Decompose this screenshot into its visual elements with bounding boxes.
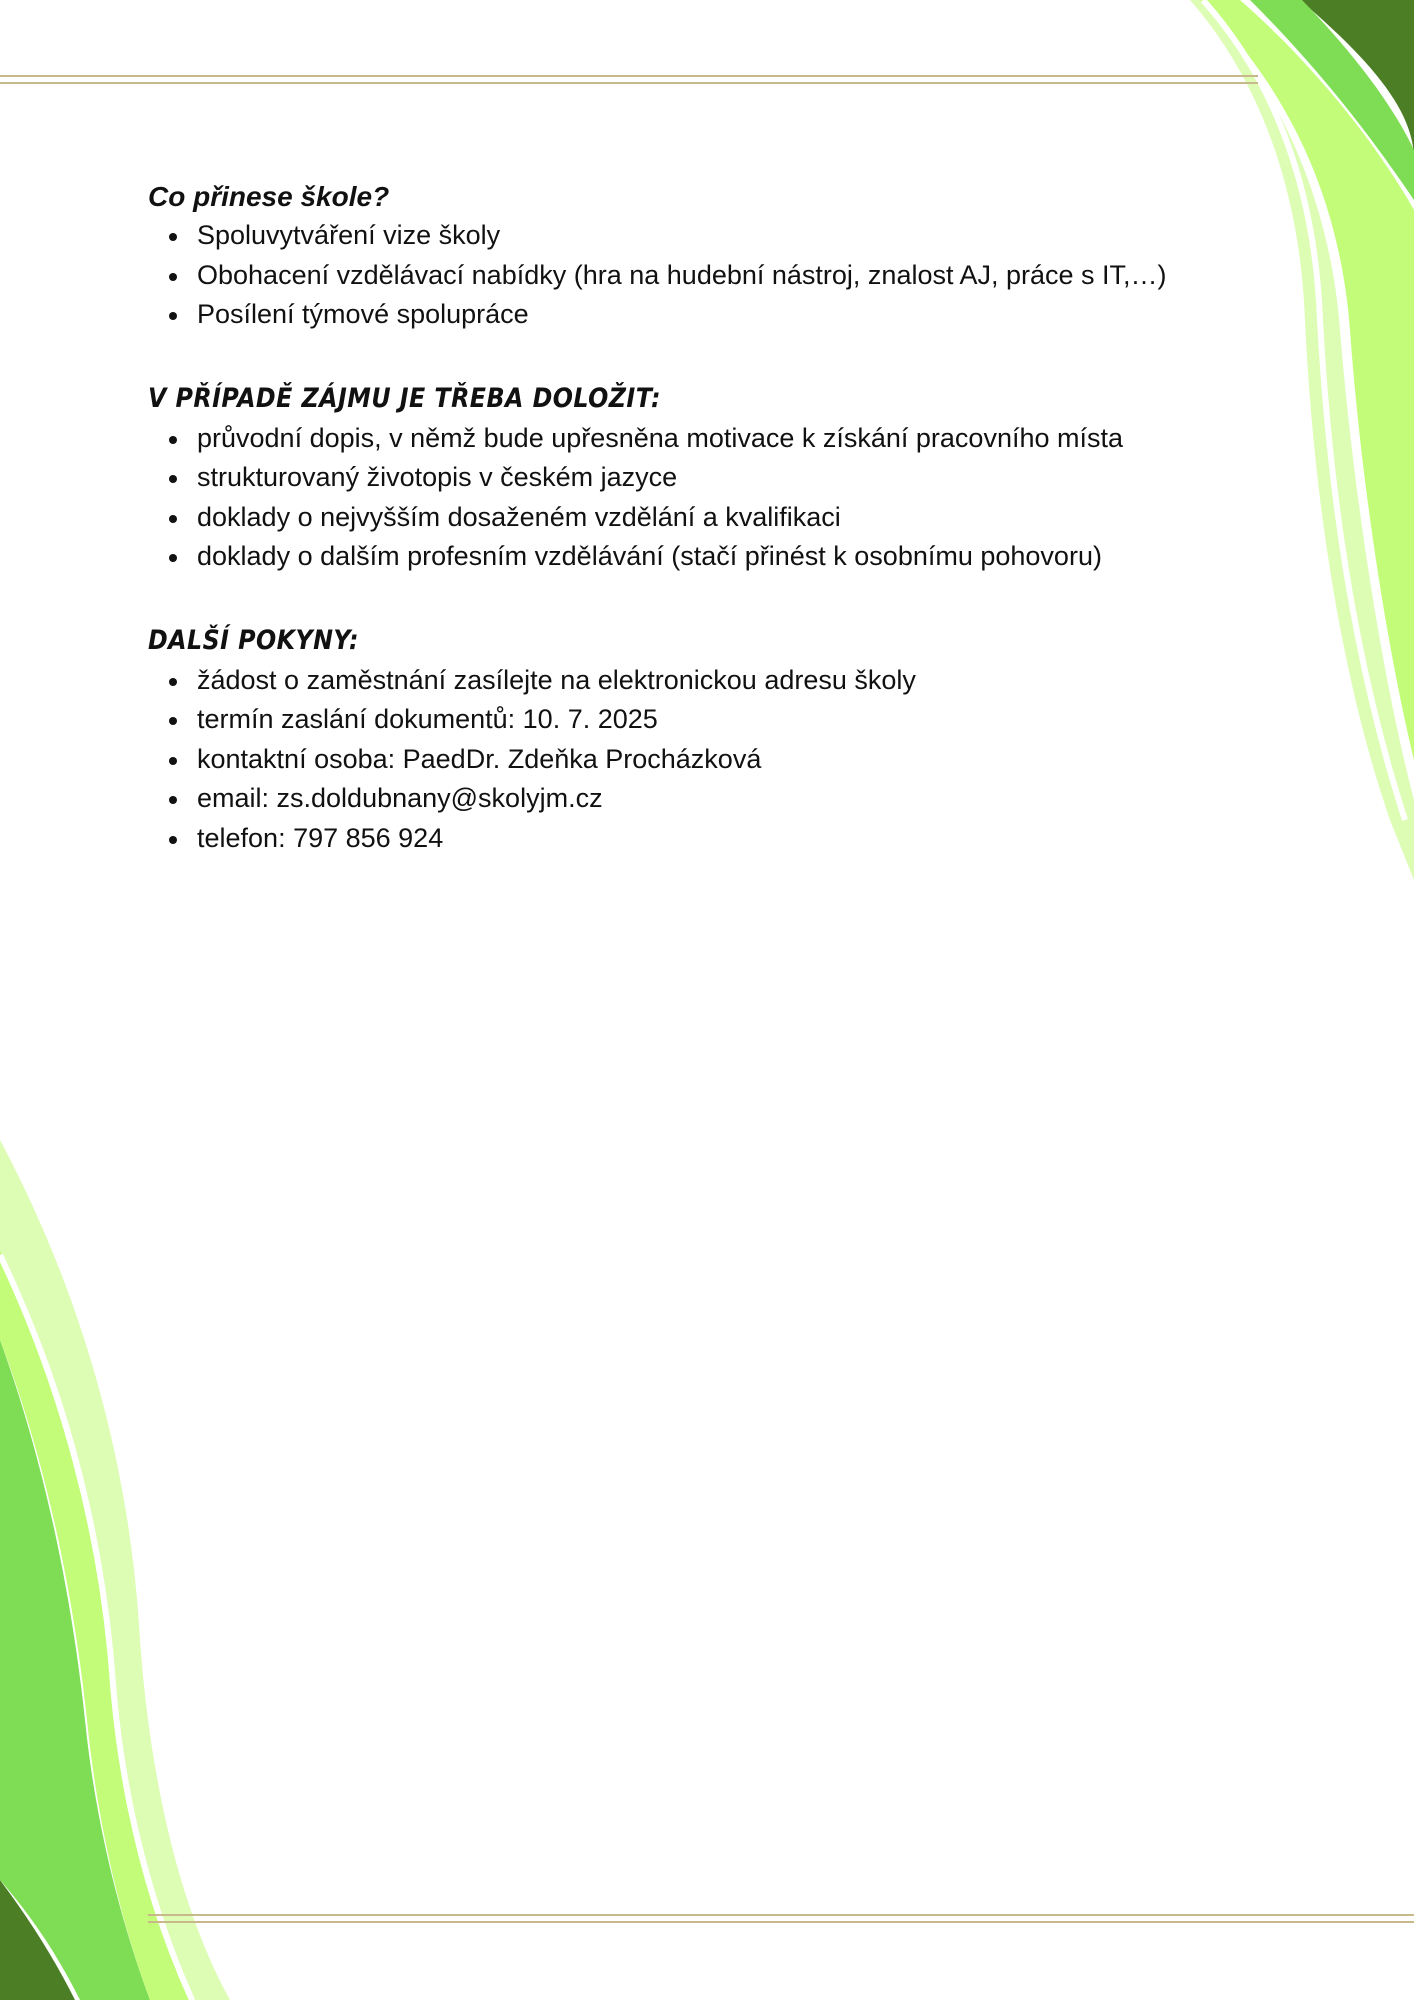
- list-item-text: Obohacení vzdělávací nabídky (hra na hudební nástroj, znalost AJ, práce s IT,…): [197, 259, 1167, 290]
- list-item-text: doklady o nejvyšším dosaženém vzdělání a kvalifikaci: [197, 501, 841, 532]
- list-item: [148, 419, 1248, 459]
- bullet-icon: [169, 717, 177, 725]
- bullet-icon: [169, 678, 177, 686]
- list-item-text: Posílení týmové spolupráce: [197, 299, 529, 329]
- top-divider-rule: [0, 75, 1258, 84]
- bullet-icon: [169, 475, 177, 483]
- phone-contact: telefon: 797 856 924: [197, 822, 444, 853]
- bullet-icon: [169, 554, 177, 562]
- list-item-text: průvodní dopis, v němž bude upřesněna motivace k získání pracovního místa: [197, 422, 1124, 453]
- bullet-icon: [169, 233, 177, 241]
- email-contact: email: zs.doldubnany@skolyjm.cz: [197, 783, 603, 813]
- benefits-heading: Co přinese škole?: [148, 181, 390, 212]
- list-item-text: termín zaslání dokumentů: 10. 7. 2025: [197, 704, 658, 734]
- bullet-icon: [169, 312, 177, 320]
- bullet-icon: [169, 273, 177, 281]
- benefits-section: [148, 178, 1248, 335]
- list-item: [148, 779, 1248, 819]
- documents-heading: V PŘÍPADĚ ZÁJMU JE TŘEBA DOLOŽIT:: [148, 382, 661, 414]
- document-content: [148, 178, 1248, 902]
- instructions-heading: DALŠÍ POKYNY:: [148, 624, 359, 656]
- bullet-icon: [169, 796, 177, 804]
- list-item: [148, 700, 1248, 740]
- benefits-list: [148, 216, 1248, 335]
- instructions-list: [148, 661, 1248, 859]
- list-item: [148, 740, 1248, 780]
- list-item: [148, 537, 1248, 577]
- list-item: [148, 256, 1248, 296]
- list-item: [148, 295, 1248, 335]
- list-item-text: žádost o zaměstnání zasílejte na elektronickou adresu školy: [197, 664, 916, 695]
- bullet-icon: [169, 757, 177, 765]
- documents-section: [148, 379, 1248, 577]
- list-item: [148, 216, 1248, 256]
- list-item-text: strukturovaný životopis v českém jazyce: [197, 462, 678, 492]
- bullet-icon: [169, 436, 177, 444]
- list-item-text: kontaktní osoba: PaedDr. Zdeňka Procházková: [197, 743, 762, 774]
- list-item-text: doklady o dalším profesním vzdělávání (stačí přinést k osobnímu pohovoru): [197, 541, 1102, 571]
- list-item: [148, 458, 1248, 498]
- list-item: [148, 498, 1248, 538]
- documents-list: [148, 419, 1248, 577]
- bottom-divider-rule: [148, 1914, 1414, 1923]
- bullet-icon: [169, 836, 177, 844]
- bullet-icon: [169, 515, 177, 523]
- instructions-section: [148, 621, 1248, 859]
- list-item: [148, 661, 1248, 701]
- list-item: [148, 819, 1248, 859]
- list-item-text: Spoluvytváření vize školy: [197, 220, 501, 250]
